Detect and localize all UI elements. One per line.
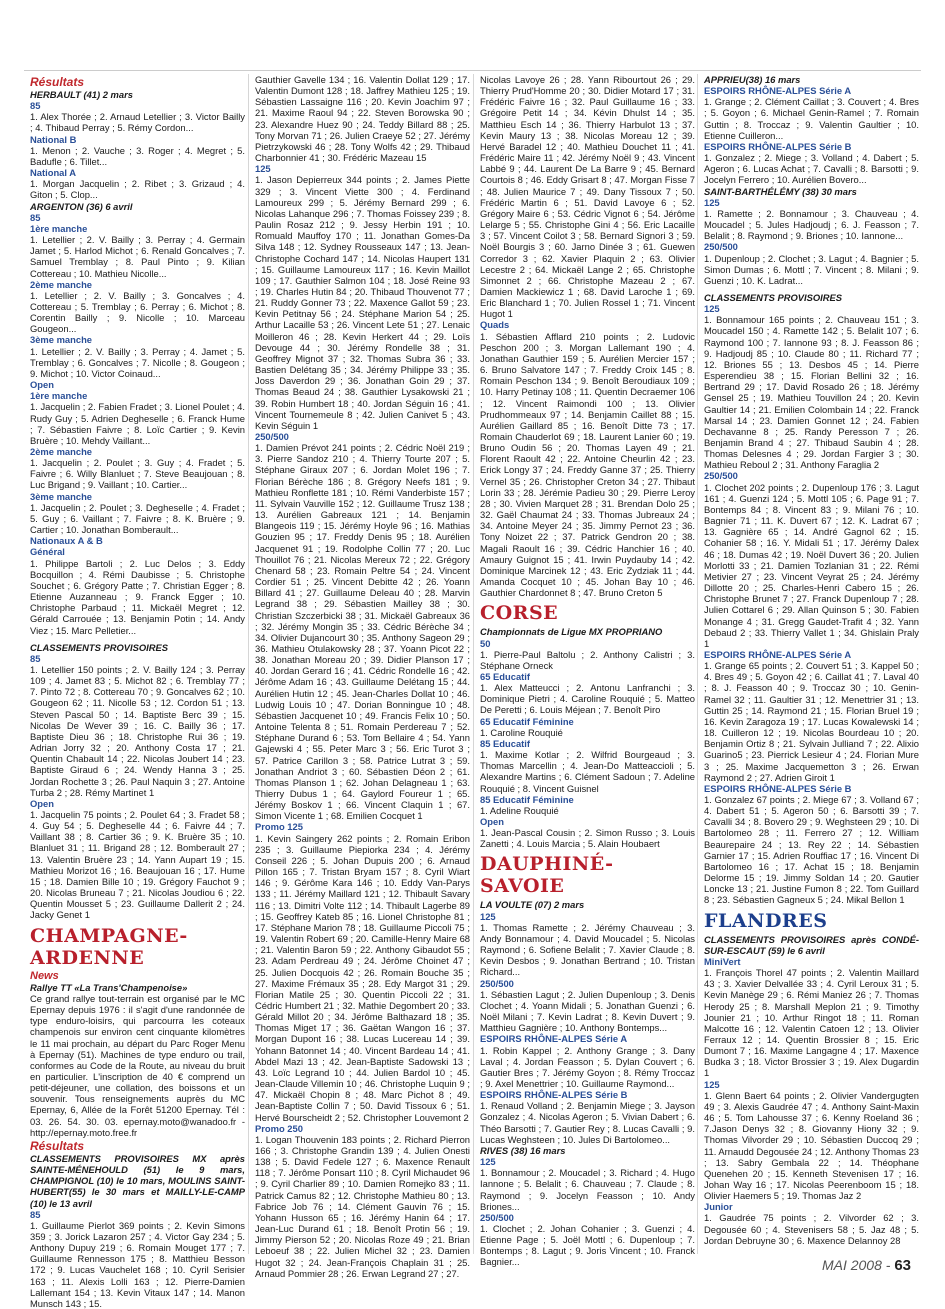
top-rule (24, 70, 921, 71)
standings-text: 1. Gaudrée 75 points ; 2. Vilvorder 62 ; 3. Degousée 60 ; 4. Stevenisers 58 ; 5. Jaz 48 ; 5. Jordan Debruyne 30 ; 6. Maxence Delannoy 28 (704, 1212, 919, 1246)
category-label: 125 (480, 1156, 496, 1168)
region-heading: DAUPHINÉ-SAVOIE (480, 853, 614, 898)
race-label: 3ème manche (30, 334, 93, 346)
standings-text: 1. Sébastien Afflard 210 points ; 2. Ludovic Peschon 200 ; 3. Morgan Lallemant 190 ; 4. Jonathan Gauthier 159 ; 5. Aurélien Mercier 157 ; 6. Bruno Salvatore 147 ; 7. Freddy Croix 145 ; 8. Romain Peschon 134 ; 9. Benoît Beroudiaux 109 ; 10. Harry Petinay 108 ; 11. Quentin Decraemer 106 ; 12. Vincent Raimondi 100 ; 13. Olivier Prudhommeaux 97 ; 14. Benjamin Caillet 88 ; 15. Aurélien Gaillard 85 ; 16. Benoît Ditte 73 ; 17. Romain Chauderlot 69 ; 18. Laurent Lanier 60 ; 19. Bruno Oudin 56 ; 20. Thomas Layen 49 ; 21. Florent Raoult 42 ; 22. Antoine Cheurlin 42 ; 23. Erick Longy 37 ; 24. Freddy Ganne 37 ; 25. Thierry Vernel 35 ; 26. Christopher Creton 34 ; 27. Thibaut Lorin 33 ; 28. Jérémie Padieu 30 ; 29. Pierre Leroy 28 ; 30. Vivien Marquet 28 ; 31. Brendan Dolo 25 ; 32. Gaël Chaumat 24 ; 33. Thomas Jubreaux 24 ; 34. Antoine Meyer 24 ; 35. Jimmy Pernot 23 ; 36. Tony Noizet 22 ; 37. Patrick Gendron 20 ; 38. Magali Raoult 16 ; 39. Cédric Hanchier 16 ; 40. Amaury Guignot 15 ; 41. Irwin Puydauby 14 ; 42. Dominique Marcinek 12 ; 43. Eric Zydziak 11 ; 44. Amanda Cocquet 10 ; 45. Johan Bay 10 ; 46. Gauthier Chardonnet 8 ; 47. Bruno Creton 5 (480, 330, 695, 599)
section-heading: Résultats (30, 75, 85, 89)
result-text: 1. Clochet ; 2. Johan Cohanier ; 3. Guenzi ; 4. Etienne Page ; 5. Joël Mottl ; 6. Dupenloup ; 7. Bontemps ; 8. Lagut ; 9. Joris Vincent ; 10. Franck Bagnier... (480, 1223, 695, 1268)
standings-text: 1. Clochet 202 points ; 2. Dupenloup 176 ; 3. Lagut 161 ; 4. Guenzi 124 ; 5. Mottl 105 ; 6. Page 91 ; 7. Bontemps 84 ; 8. Vincent 83 ; 9. Milani 76 ; 10. Bagnier 71 ; 11. K. Duvert 67 ; 12. K. Ladrat 67 ; 13. Gagnière 65 ; 14. André Gagnol 62 ; 15. Cohanier 58 ; 16. Y. Midali 51 ; 17. Jérémy Dalex 46 ; 18. Dumas 42 ; 19. Noël Duvert 36 ; 20. Julien Morlotti 33 ; 21. Damien Tozlanian 31 ; 22. Rémi Metivier 27 ; 23. Vincent Veyrat 25 ; 24. Jérémy Dillotte 20 ; 25. Charles-Henri Cabero 15 ; 26. Christophe Brunet 7 ; 27. Franck Dupenloup 7 ; 28. Julien Cottarel 6 ; 29. Allan Quinson 5 ; 30. Fabien Monange 4 ; 31. Gregg Gaudet-Trafit 4 ; 32. Yann Debaud 2 ; 33. Thierry Vallet 1 ; 34. Ghislain Praly 1 (704, 481, 919, 649)
race-label: 3ème manche (30, 490, 93, 502)
category-label: 85 (30, 1208, 41, 1220)
issue-date: MAI 2008 - (821, 1257, 891, 1273)
result-text: 1. Robin Kappel ; 2. Anthony Grange ; 3. Dany Laval ; 4. Jordan Feasson ; 5. Dylan Couvert ; 6. Gautier Bres ; 7. Jérémy Goyon ; 8. Rémy Troccaz ; 9. Axel Menettrier ; 10. Guillaume Raymond... (480, 1044, 695, 1089)
category-label: ESPOIRS RHÔNE-ALPES Série B (480, 1089, 628, 1101)
column-divider (697, 74, 698, 1254)
result-text: 1. Maxime Kotlar ; 2. Wilfrid Bourgeaud ; 3. Thomas Marcellin ; 4. Jean-Do Matteaccioli ; 5. Alexandre Martins ; 6. Clément Sadoun ; 7. Adeline Rouquié ; 8. Vincent Guisnel (480, 749, 695, 794)
standings-title: CLASSEMENTS PROVISOIRES (30, 641, 169, 653)
race-label: 2ème manche (30, 278, 93, 290)
category-label: 250/500 (704, 241, 738, 253)
category-label: Open (30, 797, 54, 809)
event-title: RIVES (38) 16 mars (480, 1144, 566, 1156)
result-text: 1. Jean-Pascal Cousin ; 2. Simon Russo ; 3. Louis Zanetti ; 4. Louis Marcia ; 5. Alain Houbaert (480, 827, 695, 850)
category-label: 250/500 (480, 977, 514, 989)
column-1 (30, 74, 245, 1309)
category-label: Open (30, 379, 54, 391)
standings-text: 1. Jacquelin 75 points ; 2. Poulet 64 ; 3. Fradet 58 ; 4. Guy 54 ; 5. Degheselle 44 ; 6. Faivre 44 ; 7. Vaillant 38 ; 8. Cartier 36 ; 9. K. Bruère 35 ; 10. Blanluet 31 ; 11. Brigand 28 ; 12. Bomberault 27 ; 13. Valentin Bruère 23 ; 14. Yann Aupart 19 ; 15. Mathieu Morizot 16 ; 16. Beaujouan 16 ; 17. Hume 15 ; 18. Damien Bille 10 ; 19. Grégory Fauchot 9 ; 20. Nicolas Bruneau 7 ; 21. Nicolas Joudiou 6 ; 22. Quentin Mousset 5 ; 23. Guillaume Dallerit 2 ; 24. Jacky Genet 1 (30, 809, 245, 921)
category-label: National A (30, 167, 77, 179)
event-title: SAINT-BARTHÉLÉMY (38) 30 mars (704, 185, 857, 197)
standings-text: 1. Damien Prévot 241 points ; 2. Cédric Noël 219 ; 3. Pierre Sandoz 210 ; 4. Thierry Tourte 207 ; 5. Stéphane Giraux 207 ; 6. Jordan Molet 196 ; 7. Florian Bérèche 186 ; 8. Grégory Neefs 181 ; 9. Mathieu Ronflette 181 ; 10. Rémi Vanderbiste 157 ; 11. Sylvain Vauville 152 ; 12. Guillaume Trusz 138 ; 13. Aurélien Gabreaux 121 ; 14. Benjamin Blangeois 119 ; 15. Jérémy Hoyle 96 ; 16. Mathias Gouzien 95 ; 17. Freddy Denis 95 ; 18. Aurélien Jacquenet 91 ; 19. Rodolphe Collin 77 ; 20. Luc Thouillot 76 ; 21. Nicolas Mereux 72 ; 22. Grégory Chenard 58 ; 23. Romain Peltre 54 ; 24. Vincent Cordier 51 ; 25. Vincent Debitte 42 ; 26. Yoann Billard 41 ; 27. Guillaume Deleau 40 ; 28. Marvin Legrand 38 ; 29. Sébastien Mailley 38 ; 30. Christian Szczerbicki 38 ; 31. Mickaël Gabreaux 36 ; 32. Jérémy Mongin 35 ; 33. Cédric Bérèche 34 ; 34. Olivier Dujancourt 30 ; 35. Anthony Sageon 29 ; 36. Mathieu Otulakowsky 28 ; 37. Yoann Picot 22 ; 38. Jonathan Moreau 20 ; 39. Didier Planson 17 ; 40. Jordan Gerard 16 ; 41. Cédric Rondelle 16 ; 42. Jérôme Adam 16 ; 43. Guillaume Delétang 15 ; 44. Aurélien Hutin 12 ; 45. Jean-Charles Dollat 10 ; 46. Ludwig Louis 10 ; 47. Dorian Bonningue 10 ; 48. Sébastien Jacquenet 10 ; 49. Francis Felix 10 ; 50. Antoine Telenta 8 ; 51. Romain Perdereau 7 ; 52. Stéphane Durand 6 ; 53. Tom Bellaire 4 ; 54. Yann Gajewski 4 ; 55. Peter Marc 3 ; 56. Eric Turot 3 ; 57. Patrice Carillon 3 ; 58. Patrice Lutrat 3 ; 59. Jonathan Andriot 3 ; 60. Sébastien Déon 2 ; 61. Thomas Planson 1 ; 62. Johan Delagneau 1 ; 63. Thierry Dubus 1 ; 64. Gaylord Foureur 1 ; 65. Jérémy Boskov 1 ; 66. Vincent Claquin 1 ; 67. Simon Vicente 1 ; 68. Emilien Cocquet 1 (255, 442, 470, 822)
standings-text: 1. Logan Thouvenin 183 points ; 2. Richard Pierron 166 ; 3. Christophe Grandin 139 ; 4. Julien Onesti 138 ; 5. David Fedele 127 ; 6. Maxence Renault 118 ; 7. Jérôme Ponsart 110 ; 8. Cyril Michaudet 96 ; 9. Cyril Charlier 89 ; 10. Damien Romejko 83 ; 11. Patrick Camus 82 ; 12. Christophe Mathieu 80 ; 13. Fabrice Job 76 ; 14. Clément Gauvin 76 ; 15. Yohann Husson 65 ; 16. Jérémy Hanin 64 ; 17. Jean-Luc Durand 61 ; 18. Benoît Protin 56 ; 19. Jimmy Pierson 52 ; 20. Nicolas Roze 49 ; 21. Brian Leboeuf 38 ; 22. Julien Michel 32 ; 23. Damien Hugot 32 ; 24. Jean-François Chaplain 31 ; 25. Arnaud Pommier 28 ; 26. Erwan Legrand 27 ; 27. (255, 1133, 470, 1279)
standings-text: Nicolas Lavoye 26 ; 28. Yann Ribourtout 26 ; 29. Thierry Prud'Homme 20 ; 30. Didier Motard 17 ; 31. Frédéric Faivre 16 ; 32. Paul Guillaume 16 ; 33. Grégoire Petit 14 ; 34. Kévin Dhulst 14 ; 35. Matthieu Esch 14 ; 36. Thierry Harbulot 13 ; 37. Kevin Maury 13 ; 38. Nicolas Moreau 12 ; 39. Hervé Baradel 12 ; 40. Mathieu Douchet 11 ; 41. Frédéric Maire 11 ; 42. Jérémy Noël 9 ; 43. Vincent Labbé 9 ; 44. Laurent De La Barre 9 ; 45. Bernard Courtois 8 ; 46. Eddy Grisart 8 ; 47. Morgan Fisse 7 ; 48. Julien Maurice 7 ; 49. Dany Tissoux 7 ; 50. Frédéric Martin 6 ; 51. David Lavoye 6 ; 52. Grégory Maire 6 ; 53. Cédric Vignot 6 ; 54. Jérôme Lelarge 5 ; 55. Christophe Gini 4 ; 56. Eric Lacaille 3 ; 57. Vincent Coilot 3 ; 58. Bernard Signori 3 ; 59. Noël Bourgis 3 ; 60. Jarno Dinée 3 ; 61. Guewen Corredor 3 ; 62. Xavier Plaquin 2 ; 63. Olivier Lecestre 2 ; 64. Mickaël Lange 2 ; 65. Christophe Simonnet 2 ; 66. Christophe Mazeau 2 ; 67. Damien Mackiewicz 1 ; 68. David Laroche 1 ; 69. Eric Blanchard 1 ; 70. Julien Rossel 1 ; 71. Vincent Hugot 1 (480, 74, 695, 320)
result-text: 1. Morgan Jacquelin ; 2. Ribet ; 3. Grizaud ; 4. Giton ; 5. Clop... (30, 178, 245, 201)
category-label: 85 (30, 100, 41, 112)
category-label: Junior (704, 1201, 733, 1213)
result-text: 1. Bonnamour ; 2. Moucadel ; 3. Richard ; 4. Hugo Iannone ; 5. Belalit ; 6. Chauveau ; 7. Claude ; 8. Raymond ; 9. Jocelyn Feasson ; 10. Andy Briones... (480, 1167, 695, 1212)
standings-text: 1. François Thorel 47 points ; 2. Valentin Maillard 43 ; 3. Xavier Delvallée 33 ; 4. Cyril Leroux 31 ; 5. Kevin Manège 29 ; 6. Rémi Maniez 26 ; 7. Thomas Herody 25 ; 8. Marshall Meplon 21 ; 9. Timothy Jounier 21 ; 10. Arthur Ringot 18 ; 11. Roman Malcotte 16 ; 12. Valentin Catoen 12 ; 13. Olivier Ferraux 12 ; 14. Quentin Brossier 8 ; 15. Eric Dumont 7 ; 16. Maxime Langagne 4 ; 17. Maxence Budka 3 ; 18. Victor Brossier 3 ; 19. Alex Dugardin 1 (704, 967, 919, 1079)
race-label: 1ère manche (30, 222, 88, 234)
result-text: 1. Adeline Rouquié (480, 804, 559, 816)
result-text: 1. Menon ; 2. Vauche ; 3. Roger ; 4. Megret ; 5. Badufle ; 6. Tillet... (30, 144, 245, 167)
result-text: 1. Renaud Volland ; 2. Benjamin Miege ; 3. Jayson Gonzalez ; 4. Nicolas Ageron ; 5. Vivian Dabert ; 6. Théo Barsotti ; 7. Gautier Rey ; 8. Lucas Cavalli ; 9. Lucas Weghsteen ; 10. Jules Di Bartolomeo... (480, 1100, 695, 1145)
region-heading: CORSE (480, 602, 559, 625)
result-text: 1. Thomas Ramette ; 2. Jérémy Chauveau ; 3. Andy Bonnamour ; 4. David Moucadel ; 5. Nicolas Raymond ; 6. Sofiene Belalit ; 7. Xavier Claude ; 8. Kevin Desbos ; 9. Jonathan Bertrand ; 10. Tristan Richard... (480, 921, 695, 978)
article-title: Rallye TT «La Trans'Champenoise» (30, 981, 188, 993)
standings-text: 1. Bonnamour 165 points ; 2. Chauveau 151 ; 3. Moucadel 150 ; 4. Ramette 142 ; 5. Belalit 107 ; 6. Raymond 100 ; 7. Iannone 93 ; 8. J. Feasson 86 ; 9. Hadjoudj 85 ; 10. Claude 80 ; 11. Richard 77 ; 12. Briones 55 ; 13. Desbos 45 ; 14. Pierre Esperendieu 38 ; 15. Florian Bellini 32 ; 16. Bertrand 29 ; 17. David Rosado 26 ; 18. Jérémy Gensel 25 ; 19. Mathieu Touvillon 24 ; 20. Kevin Gaultier 14 ; 21. Emilien Colombain 14 ; 22. Franck Marsal 14 ; 23. Damien Gonnet 12 ; 24. Fabien Dechavanne 8 ; 25. Randy Peresson 7 ; 26. Benjamin Brand 4 ; 27. Thibaud Saubin 4 ; 28. Thomas Delesnes 4 ; 29. Jordan Fargier 3 ; 30. Mathieu Reboul 2 ; 31. Anthony Faraglia 2 (704, 314, 919, 471)
article-text: Ce grand rallye tout-terrain est organisé par le MC Epernay depuis 1976 : il s'agit d'une randonnée de type enduro-loisirs, qui parcourra les coteaux champenois sur environ cent cinquante kilomètres le 11 mai prochain, au départ du Parc Roger Menu à Epernay (51). Machines de type enduro ou trail, conformes au Code de la Route, au niveau du bruit en particulier. L'inscription de 40 € comprend un petit-déjeuner, une collation, des boissons et un souvenir. Tous renseignements auprès du MC Epernay, 6, Allée de la Forêt 51200 Epernay. Tél : 03. 26. 54. 30. 03. epernay.moto@wanadoo.fr - http://epernay.moto.free.fr (30, 992, 245, 1138)
category-label: 250/500 (704, 470, 738, 482)
result-text: 1. Caroline Rouquié (480, 726, 563, 738)
category-label: 85 Educatif Féminine (480, 793, 574, 805)
category-label: 125 (255, 163, 271, 175)
category-label: Promo 250 (255, 1122, 303, 1134)
category-label: ESPOIRS RHÔNE-ALPES Série A (704, 648, 852, 660)
race-label: 1ère manche (30, 390, 88, 402)
category-label: 85 (30, 652, 41, 664)
category-label: 125 (704, 303, 720, 315)
result-text: 1. Alex Thorée ; 2. Arnaud Letellier ; 3. Victor Bailly ; 4. Thibaud Perray ; 5. Rémy Cordon... (30, 111, 245, 134)
result-text: 1. Dupenloup ; 2. Clochet ; 3. Lagut ; 4. Bagnier ; 5. Simon Dumas ; 6. Mottl ; 7. Vincent ; 8. Milani ; 9. Guenzi ; 10. K. Ladrat... (704, 252, 919, 286)
category-label: 250/500 (255, 431, 289, 442)
result-text: 1. Philippe Bartoli ; 2. Luc Delos ; 3. Eddy Bocquillon ; 4. Rémi Daubisse ; 5. Christophe Souchet ; 6. Grégory Patte ; 7. Christian Egger ; 8. Etienne Auzanneau ; 9. Franck Egger ; 10. Christophe Parbaud ; 11. Mickaël Megret ; 12. Gérald Carrouée ; 13. Benjamin Potin ; 14. Andy Viez ; 15. Marc Pelletier... (30, 557, 245, 636)
category-label: Nationaux A & B (30, 535, 103, 547)
category-label: 250/500 (480, 1211, 514, 1223)
standings-text: 1. Jason Depierreux 344 points ; 2. James Piette 329 ; 3. Vincent Viette 300 ; 4. Ferdinand Lamoureux 299 ; 5. Jérémy Bernard 299 ; 6. Nicolas Lahanque 296 ; 7. Thomas Foissey 239 ; 8. Paulin Rosaz 212 ; 9. Jessy Herbin 191 ; 10. Romuald Mauffoy 170 ; 11. Jonathan Gomes-Da Silva 148 ; 12. Sydney Rousseaux 147 ; 13. Jean-Christophe Cochard 147 ; 14. Nicolas Haupert 131 ; 15. Guillaume Lamoureux 117 ; 16. Kevin Maillot 109 ; 17. Gauthier Salmon 104 ; 18. José Reine 93 ; 19. Charles Hutin 84 ; 20. Thibaud Thouvenot 77 ; 21. Ruddy Gonner 73 ; 22. Maxence Gallot 59 ; 23. Kevin Petitnay 56 ; 24. Stéphane Marion 54 ; 25. Arthur Lacaille 53 ; 26. Vincent Lete 51 ; 27. Lenaic Moilleron 46 ; 28. Kevin Herkert 44 ; 29. Loïs Devouge 44 ; 30. Jérémy Rondelle 38 ; 31. Geoffrey Mignot 37 ; 32. Thomas Subra 36 ; 33. Bastien Delétang 35 ; 34. Jérémy Philippe 33 ; 35. Joss Daverdon 29 ; 36. Jonathan Goin 29 ; 37. Thomas Beaud 24 ; 38. Gauthier Lysakowski 21 ; 39. Robin Humbert 18 ; 40. Jordan Séguin 16 ; 41. Vincent Tournemeule 8 ; 42. Julien Canivet 5 ; 43. Kevin Séguin 1 (255, 174, 470, 431)
column-3 (480, 74, 695, 1268)
category-label: Promo 125 (255, 821, 303, 833)
category-label: 85 (30, 211, 41, 223)
category-label: MiniVert (704, 955, 741, 967)
category-label: Général (30, 546, 65, 558)
standings-text: 1. Grange 65 points ; 2. Couvert 51 ; 3. Kappel 50 ; 4. Bres 49 ; 5. Goyon 42 ; 6. Caillat 41 ; 7. Laval 40 ; 8. J. Feasson 40 ; 9. Troccaz 30 ; 10. Genin-Ramel 32 ; 11. Gaultier 31 ; 12. Menettrier 31 ; 13. Guttin 25 ; 14. Raymond 21 ; 15. Florian Bruel 19 ; 16. Kevin Zaragoza 19 ; 17. Lucas Kowalewski 14 ; 18. Cuilleron 12 ; 19. Nicolas Bourdeau 10 ; 20. Benjamin Ortiz 8 ; 21. Sylvain Julliand 7 ; 22. Alixio Guarino5 ; 23. Pierrick Lesieur 4 ; 24. Florian Mure 3 ; 25. Maxime Jacquemetton 3 ; 26. Erwan Raymond 2 ; 27. Adrien Giroit 1 (704, 660, 919, 783)
result-text: 1. Ramette ; 2. Bonnamour ; 3. Chauveau ; 4. Moucadel ; 5. Jules Hadjoudj ; 6. J. Feasson ; 7. Belalit ; 8. Raymond ; 9. Briones ; 10. Iannone... (704, 207, 919, 242)
standings-title: CLASSEMENTS PROVISOIRES (704, 291, 843, 303)
column-2 (255, 74, 470, 1279)
category-label: 125 (480, 910, 496, 922)
category-label: 65 Educatif Féminine (480, 715, 574, 727)
result-text: 1. Gonzalez ; 2. Miege ; 3. Volland ; 4. Dabert ; 5. Ageron ; 6. Lucas Achat ; 7. Cavalli ; 8. Barsotti ; 9. Jocelyn Ferrero ; 10. Aurélien Bovero... (704, 152, 919, 186)
standings-title: CLASSEMENTS PROVISOIRES MX après SAINTE-MÉNEHOULD (51) le 9 mars, CHAMPIGNOL (10) le 10 mars, MOULINS SAINT-HUBERT(55) le 30 mars et MAILLY-LE-CAMP (10) le 13 avril (30, 1152, 245, 1209)
column-4 (704, 74, 919, 1254)
result-text: 1. Grange ; 2. Clément Caillat ; 3. Couvert ; 4. Bres ; 5. Goyon ; 6. Michael Genin-Ramel ; 7. Romain Guttin ; 8. Troccaz ; 9. Valentin Gaultier ; 10. Etienne Cuilleron... (704, 96, 919, 141)
standings-text: 1. Glenn Baert 64 points ; 2. Olivier Vandergugten 49 ; 3. Alexis Gaudrée 47 ; 4. Anthony Saint-Maxin 46 ; 5. Tom Lahousse 37 ; 6. Kenny Roeland 36 ; 7.Jason Denys 32 ; 8. Giovanny Hiony 32 ; 9. Thomas Vilvorder 29 ; 10. Sébastien Duccoq 29 ; 11. Arnaudd Degousée 24 ; 12. Anthony Thomas 23 ; 13. Sabry Gembala 22 ; 14. Théophane Quenehen 20 ; 15. Kenneth Stevenisen 17 ; 16. Johan Way 16 ; 17. Nicolas Peerenboom 15 ; 18. Olivier Haemers 5 ; 19. Thomas Jaz 2 (704, 1089, 919, 1202)
result-text: 1. Sébastien Lagut ; 2. Julien Dupenloup ; 3. Denis Clochet ; 4. Yoann Midali ; 5. Jonathan Guenzi ; 6. Noël Milani ; 7. Kevin Ladrat ; 8. Kevin Duvert ; 9. Matthieu Gagnière ; 10. Anthony Bontemps... (480, 988, 695, 1034)
event-title: ARGENTON (36) 6 avril (30, 200, 133, 212)
category-label: 85 Educatif (480, 737, 531, 749)
result-text: 1. Pierre-Paul Baltolu ; 2. Anthony Calistri ; 3. Stéphane Orneck (480, 648, 695, 671)
news-heading: News (30, 969, 59, 982)
category-label: ESPOIRS RHÔNE-ALPES Série B (704, 782, 852, 794)
standings-text: 1. Guillaume Pierlot 369 points ; 2. Kevin Simons 359 ; 3. Jorick Lazaron 257 ; 4. Victor Gay 234 ; 5. Anthony Dupuy 219 ; 6. Romain Mouget 177 ; 7. Guillaume Rennesson 175 ; 8. Matthieu Besson 172 ; 9. Lucas Vauchelet 168 ; 10. Cyril Serisier 163 ; 11. Alexis Lolli 163 ; 12. Pierre-Damien Lallemant 154 ; 13. Kevin Vitaux 147 ; 14. Manon Munsch 143 ; 15. (30, 1219, 245, 1309)
standings-text: Gauthier Gavelle 134 ; 16. Valentin Dollat 129 ; 17. Valentin Dumont 128 ; 18. Jaffrey Mathieu 125 ; 19. Sébastien Lassaigne 116 ; 20. Kevin Joachim 97 ; 21. Maxime Raoul 94 ; 22. Steven Borowska 90 ; 23. Alexandre Huez 90 ; 24. Teddy Billard 88 ; 25. Tony Morvan 71 ; 26. Julien Craeye 52 ; 27. Jérémy Pietrzykowski 46 ; 28. Tony Wolfs 42 ; 29. Thibaud Charbonnier 41 ; 30. Frédéric Mazeau 15 (255, 74, 470, 164)
result-text: 1. Jacquelin ; 2. Fabien Fradet ; 3. Lionel Poulet ; 4. Rudy Guy ; 5. Adrien Degheselle ; 6. Franck Hume ; 7. Sébastien Faivre ; 8. Loïc Cartier ; 9. Kevin Bruère ; 10. Mehdy Vaillant... (30, 401, 245, 446)
event-title: HERBAULT (41) 2 mars (30, 89, 133, 100)
page-number: 63 (894, 1257, 911, 1274)
result-text: 1. Jacquelin ; 2. Poulet ; 3. Degheselle ; 4. Fradet ; 5. Guy ; 6. Vaillant ; 7. Faivre ; 8. K. Bruère ; 9. Cartier ; 10. Jonathan Bomberault... (30, 501, 245, 536)
result-text: 1. Alex Matteucci ; 2. Antonu Lanfranchi ; 3. Dominique Pietri ; 4. Caroline Rouquié ; 5. Matteo De Peretti ; 6. Louis Méjean ; 7. Benoît Piro (480, 682, 695, 716)
page-footer (822, 1257, 911, 1274)
standings-text: 1. Gonzalez 67 points ; 2. Miege 67 ; 3. Volland 67 ; 4. Dabert 51 ; 5. Ageron 50 ; 6. Barsotti 39 ; 7. Cavalli 34 ; 8. Bovero 29 ; 9. Weghsteen 29 ; 10. Di Bartolomeo 28 ; 11. Ferrero 27 ; 12. William Beaurepaire 24 ; 13. Rey 22 ; 14. Sébastien Garnier 17 ; 15. Adrien Rouffiac 17 ; 16. Vincent Di Bartolomeo 16 ; 17. Achat 15 ; 18. Benjamin Delorme 15 ; 19. Jimmy Soldan 14 ; 20. Gautier Loncke 13 ; 21. Justine Fumon 8 ; 22. Tom Guillard 8 ; 23. Sébastien Gagneux 5 ; 24. Mikal Bellon 1 (704, 794, 919, 906)
category-label: 125 (704, 1078, 720, 1090)
category-label: Open (480, 816, 504, 827)
region-heading: CHAMPAGNE-ARDENNE (30, 924, 188, 969)
category-label: 65 Educatif (480, 670, 531, 682)
standings-text: 1. Letellier 150 points ; 2. V. Bailly 124 ; 3. Perray 109 ; 4. Jamet 83 ; 5. Michot 82 ; 6. Tremblay 77 ; 7. Pinto 72 ; 8. Cottereau 70 ; 9. Goncalves 62 ; 10. Gougeon 62 ; 11. Nicolle 53 ; 12. Cordon 51 ; 13. Steven Pascal 50 ; 14. Baptiste Berc 39 ; 15. Nicolas De Wever 39 ; 16. C. Bailly 36 ; 17. Baptiste Dieu 36 ; 18. Christophe Rui 36 ; 19. Adrian Jorry 32 ; 20. Anthony Costa 17 ; 21. Quentin Chabault 14 ; 22. Nicolas Joubert 14 ; 23. Baptiste Giraud 6 ; 24. Wendy Hanna 3 ; 25. Jordan Rochette 3 ; 26. Paul Naquin 3 ; 27. Antoine Turba 2 ; 28. Rémy Martinet 1 (30, 663, 245, 798)
category-label: ESPOIRS RHÔNE-ALPES Série A (704, 85, 852, 97)
standings-title: CLASSEMENTS PROVISOIRES après CONDÉ-SUR-ESCAUT (59) le 6 avril (704, 933, 919, 956)
category-label: Quads (480, 319, 510, 331)
column-divider (248, 74, 249, 1254)
event-title: LA VOULTE (07) 2 mars (480, 899, 585, 911)
result-text: 1. Letellier ; 2. V. Bailly ; 3. Perray ; 4. Germain Jamet ; 5. Harlod Michot ; 6. Renald Goncalves ; 7. Samuel Tremblay ; 8. Paul Pinto ; 9. Kilian Cottereau ; 10. Mathieu Nicolle... (30, 234, 245, 279)
category-label: 50 (480, 637, 491, 649)
result-text: 1. Jacquelin ; 2. Poulet ; 3. Guy ; 4. Fradet ; 5. Faivre ; 6. Willy Blanluet ; 7. Steve Beaujouan ; 8. Luc Brigand ; 9. Vaillant ; 10. Cartier... (30, 457, 245, 491)
standings-text: 1. Kevin Saingery 262 points ; 2. Romain Eribon 235 ; 3. Guillaume Piepiorka 234 ; 4. Jérémy Conseil 226 ; 5. Johan Dupuis 200 ; 6. Arnaud Pillon 165 ; 7. Tristan Bryam 157 ; 8. Cyril Wiart 146 ; 9. Gérôme Kara 146 ; 10. Eddy Van-Parys 133 ; 11. Jérémy Maillard 121 ; 12. Thibault Savary 116 ; 13. Dimitri Volte 112 ; 14. Thibault Lagerbe 89 ; 15. Geoffrey Kateb 85 ; 16. Lionel Christophe 81 ; 17. Stéphane Marion 78 ; 18. Guillaume Piccoli 75 ; 19. Valentin Robert 69 ; 20. Camille-Henry Maire 68 ; 21. Valentin Baron 59 ; 22. Anthony Gibaudot 55 ; 23. Adam Perdreau 49 ; 24. Jérôme Choinet 47 ; 25. Julien Docquois 42 ; 26. Romain Bouche 35 ; 27. Maxime Frémaux 35 ; 28. Edy Margot 31 ; 29. Florian Matile 25 ; 30. Quentin Piccoli 22 ; 31. Cédric Humbert 21 ; 32. Mathie Degombert 20 ; 33. Gérald Millot 20 ; 34. Jérôme Balthazard 18 ; 35. Thomas Miget 17 ; 36. Gaëtan Wangon 16 ; 37. Morgan Dupont 16 ; 38. Lucas Lucereau 14 ; 39. Yohann Batonnet 14 ; 40. Vincent Bardeau 14 ; 41. Abdel Mazi 13 ; 42. Jean-Baptiste Sadowski 13 ; 43. Loïc Legrand 10 ; 44. Julien Bardol 10 ; 45. Jean-Claude Villemin 10 ; 46. Christophe Luquin 9 ; 47. Mickaël Chopin 8 ; 48. Marc Pichot 8 ; 49. Jean-Baptiste Collin 7 ; 50. David Tissoux 6 ; 51. Hervé Bourscheidt 2 ; 52. Christopher Louvemont 2 (255, 832, 470, 1123)
category-label: ESPOIRS RHÔNE-ALPES Série A (480, 1033, 628, 1045)
region-heading: FLANDRES (704, 909, 828, 932)
race-label: 2ème manche (30, 446, 93, 457)
category-label: 125 (704, 196, 720, 208)
category-label: ESPOIRS RHÔNE-ALPES Série B (704, 140, 852, 152)
result-text: 1. Letellier ; 2. V. Bailly ; 3. Goncalves ; 4. Cottereau ; 5. Tremblay ; 6. Perray ; 6. Michot ; 8. Corentin Bailly ; 9. Nicolle ; 10. Marceau Gougeon... (30, 289, 245, 335)
category-label: National B (30, 133, 77, 145)
section-heading: Résultats (30, 1138, 85, 1153)
column-divider (473, 74, 474, 1254)
result-text: 1. Letellier ; 2. V. Bailly ; 3. Perray ; 4. Jamet ; 5. Tremblay ; 6. Goncalves ; 7. Nicolle ; 8. Gougeon ; 9. Michot ; 10. Victor Coinaud... (30, 345, 245, 379)
event-title: APPRIEU(38) 16 mars (704, 74, 801, 85)
event-title: Championnats de Ligue MX PROPRIANO (480, 626, 663, 638)
